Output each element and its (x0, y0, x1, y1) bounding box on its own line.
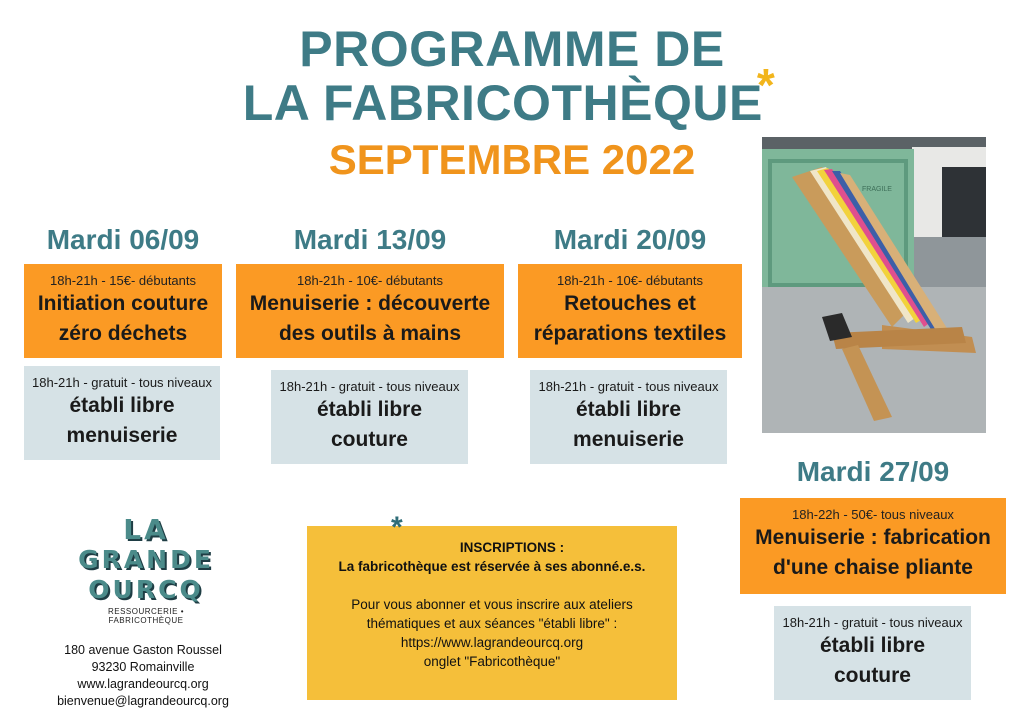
free-title-line2: couture (833, 664, 911, 687)
free-title-line2: couture (330, 428, 408, 451)
workshop-title-line1: Initiation couture (37, 292, 209, 315)
day-date-3: Mardi 20/09 (553, 224, 707, 255)
logo-line1: LA (123, 513, 169, 546)
address-email[interactable]: bienvenue@lagrandeourcq.org (57, 694, 229, 708)
chair-photo (762, 137, 986, 433)
workshop-title-line2: zéro déchets (58, 322, 188, 345)
workshop-title-line2: réparations textiles (533, 322, 727, 345)
chair-illustration (762, 137, 986, 433)
sparkle-icon: * (391, 511, 403, 544)
page-title-line1: PROGRAMME DE (299, 21, 725, 77)
free-title-line2: menuiserie (66, 424, 178, 447)
la-grande-ourcq-logo (78, 515, 214, 633)
workshop-title-line2: d'une chaise pliante (773, 556, 973, 579)
free-card-1 (24, 366, 220, 460)
free-title-line2: menuiserie (573, 428, 684, 451)
workshop-title-line1: Menuiserie : fabrication (755, 526, 991, 549)
address-city: 93230 Romainville (91, 660, 195, 674)
free-title-line1: établi libre (819, 634, 926, 657)
inscriptions-line2: Pour vous abonner et vous inscrire aux ateliers (351, 597, 633, 612)
inscriptions-heading: INSCRIPTIONS : (459, 540, 565, 555)
free-title-line1: établi libre (575, 398, 682, 421)
free-title-line1: établi libre (69, 394, 175, 417)
day-date-4: Mardi 27/09 (796, 456, 950, 487)
workshop-card-3 (518, 264, 742, 358)
month-heading: SEPTEMBRE 2022 (328, 136, 696, 183)
inscriptions-line5: onglet "Fabricothèque" (423, 654, 561, 669)
address-block (40, 642, 246, 710)
inscriptions-box (307, 511, 677, 700)
free-card-3 (530, 370, 727, 464)
workshop-title-line1: Retouches et (564, 292, 696, 315)
address-street: 180 avenue Gaston Roussel (64, 643, 222, 657)
crate-label: FRAGILE (862, 186, 892, 193)
inscriptions-line3: thématiques et aux séances "établi libre" : (366, 616, 618, 631)
workshop-info: 18h-21h - 10€- débutants (297, 273, 443, 288)
sparkle-icon: * (756, 59, 776, 111)
inscriptions-line1: La fabricothèque est réservée à ses abonné.e.s. (338, 559, 646, 574)
workshop-info: 18h-21h - 10€- débutants (557, 273, 703, 288)
day-date-1: Mardi 06/09 (46, 224, 200, 255)
inscriptions-url[interactable]: https://www.lagrandeourcq.org (400, 635, 584, 650)
page-title-line2-text: LA FABRICOTHÈQUE (242, 75, 763, 131)
workshop-info: 18h-21h - 15€- débutants (50, 273, 196, 288)
workshop-title-line2: des outils à mains (278, 322, 462, 345)
address-website[interactable]: www.lagrandeourcq.org (77, 677, 209, 691)
workshop-title-line1: Menuiserie : découverte (249, 292, 491, 315)
workshop-card-2 (236, 264, 504, 358)
workshop-card-4 (740, 498, 1006, 594)
free-card-2 (271, 370, 468, 464)
free-info: 18h-21h - gratuit - tous niveaux (32, 375, 212, 390)
logo-tagline: RESSOURCERIE • FABRICOTHÈQUE (107, 607, 185, 625)
free-card-4 (774, 606, 971, 700)
day-date-2: Mardi 13/09 (293, 224, 447, 255)
free-info: 18h-21h - gratuit - tous niveaux (538, 379, 719, 394)
logo-line3: OURCQ (88, 575, 204, 604)
page-title-line2 (0, 59, 1024, 131)
workshop-card-1 (24, 264, 222, 358)
logo-line2: GRANDE (78, 545, 214, 574)
free-info: 18h-21h - gratuit - tous niveaux (279, 379, 460, 394)
free-title-line1: établi libre (316, 398, 423, 421)
free-info: 18h-21h - gratuit - tous niveaux (782, 615, 963, 630)
workshop-info: 18h-22h - 50€- tous niveaux (792, 507, 954, 522)
